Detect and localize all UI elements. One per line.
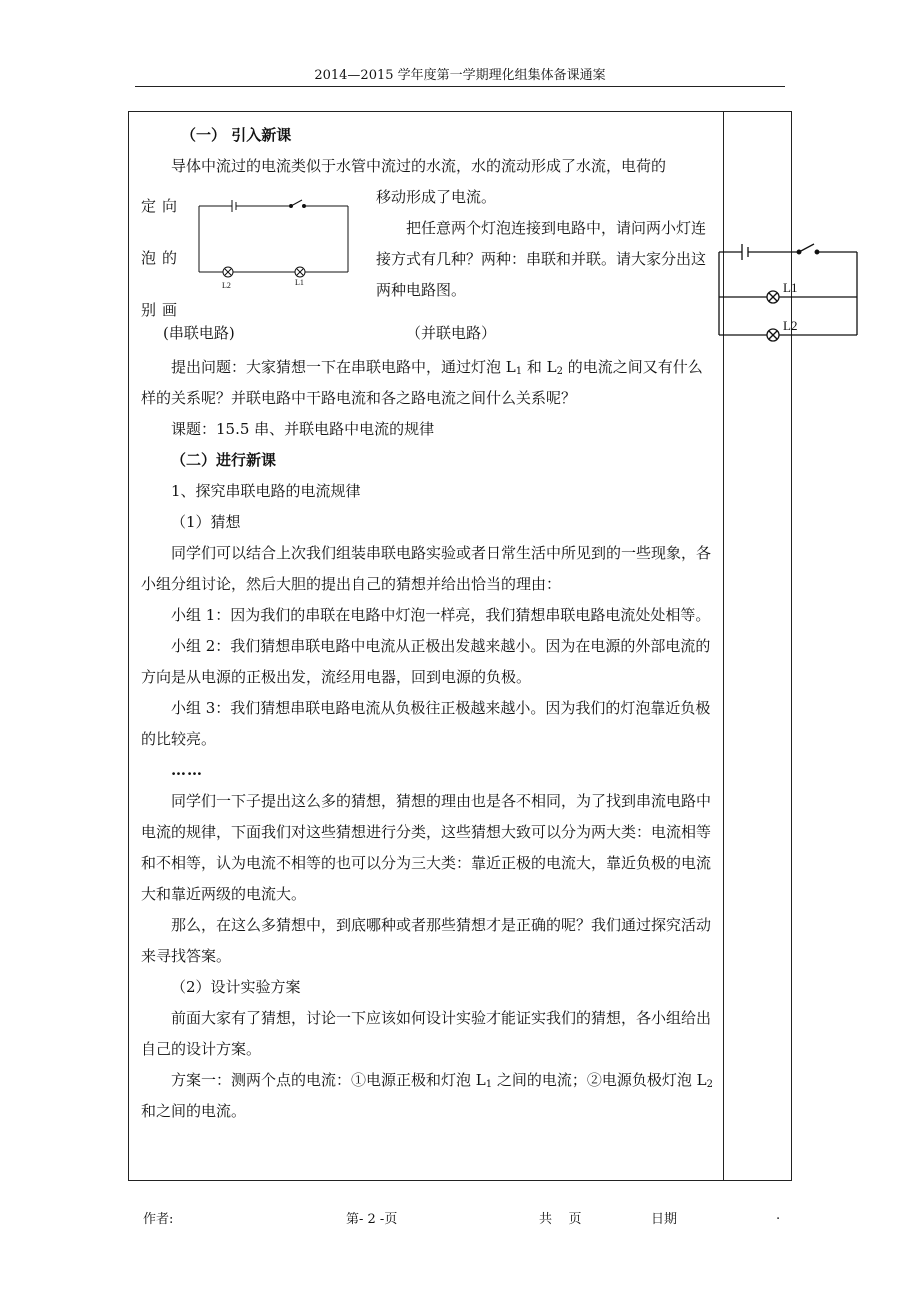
series-label-l1: L1 [295, 278, 304, 287]
intro-left-column [141, 180, 201, 336]
lesson-content [141, 120, 716, 1127]
parallel-circuit-caption: （并联电路） [406, 324, 497, 342]
header-rule [135, 86, 785, 87]
step1-heading: （1）猜想 [171, 513, 241, 531]
classify-paragraph: 同学们一下子提出这么多的猜想，猜想的理由也是各不相同，为了找到串流电路中电流的规律，下面我们对这些猜想进行分类，这些猜想大致可以分为两大类：电流相等和不相等，认为电流不相等的也可以分为三大类：靠近正极的电流大，靠近负极的电流大和靠近两级的电流大。 [141, 792, 712, 903]
lesson-table [128, 111, 798, 1181]
group2-paragraph: 小组 2：我们猜想串联电路中电流从正极出发越来越小。因为在电源的外部电流的方向是从电源的正极出发，流经用电器，回到电源的负极。 [141, 637, 711, 686]
guess-paragraph: 同学们可以结合上次我们组装串联电路实验或者日常生活中所见到的一些现象，各小组分组讨论，然后大胆的提出自己的猜想并给出恰当的理由： [141, 544, 712, 593]
intro-right-column [376, 182, 716, 306]
intro-left-1: 定向 [141, 197, 184, 215]
series-label-l2: L2 [222, 281, 231, 290]
step2-heading: （2）设计实验方案 [171, 978, 301, 996]
footer-page-number: 第- 2 -页 [346, 1212, 398, 1227]
series-circuit-diagram [196, 192, 356, 292]
item1-heading: 1、探究串联电路的电流规律 [171, 482, 361, 500]
ellipsis: …… [171, 761, 203, 779]
lesson-topic: 课题：15.5 串、并联电路中电流的规律 [171, 420, 435, 438]
parallel-label-l2: L2 [783, 318, 798, 333]
footer-date: 日期 [651, 1212, 678, 1227]
footer-total-pages: 共 页 [539, 1212, 582, 1227]
group1-paragraph: 小组 1：因为我们的串联在电路中灯泡一样亮，我们猜想串联电路电流处处相等。 [171, 606, 711, 624]
footer-author: 作者: [143, 1212, 174, 1227]
parallel-circuit-diagram [717, 232, 862, 342]
intro-line1: 导体中流过的电流类似于水管中流过的水流，水的流动形成了水流，电荷的 [171, 157, 667, 175]
page-header: 2014—2015 学年度第一学期理化组集体备课通案 [314, 68, 606, 83]
intro-block [141, 182, 716, 352]
series-circuit-caption: (串联电路) [163, 324, 235, 342]
which-paragraph: 那么，在这么多猜想中，到底哪种或者那些猜想才是正确的呢？我们通过探究活动来寻找答案。 [141, 916, 712, 965]
intro-left-2: 泡的 [141, 249, 184, 267]
intro-left-3: 别画 [141, 301, 184, 319]
design-paragraph: 前面大家有了猜想，讨论一下应该如何设计实验才能证实我们的猜想，各小组给出自己的设计方案。 [141, 1009, 712, 1058]
intro-right-paragraph: 把任意两个灯泡连接到电路中，请问两小灯连接方式有几种？两种：串联和并联。请大家分出这两种电路图。 [376, 219, 707, 299]
group3-paragraph: 小组 3：我们猜想串联电路电流从负极往正极越来越小。因为我们的灯泡靠近负极的比较亮。 [141, 699, 711, 748]
intro-right-line1: 移动形成了电流。 [376, 188, 497, 206]
footer-dot: . [776, 1208, 781, 1223]
parallel-label-l1: L1 [783, 280, 798, 295]
plan-paragraph: 方案一：测两个点的电流：①电源正极和灯泡 $L_1$ 之间的电流；②电源负极灯泡 $L_2$ 和之间的电流。 [141, 1071, 713, 1120]
section1-title: （一） 引入新课 [181, 126, 292, 144]
section2-title: （二）进行新课 [171, 451, 277, 469]
question-paragraph: 提出问题：大家猜想一下在串联电路中，通过灯泡 $L_1$ 和 $L_2$ 的电流之间又有什么样的关系呢？并联电路中干路电流和各之路电流之间什么关系呢？ [141, 358, 703, 407]
